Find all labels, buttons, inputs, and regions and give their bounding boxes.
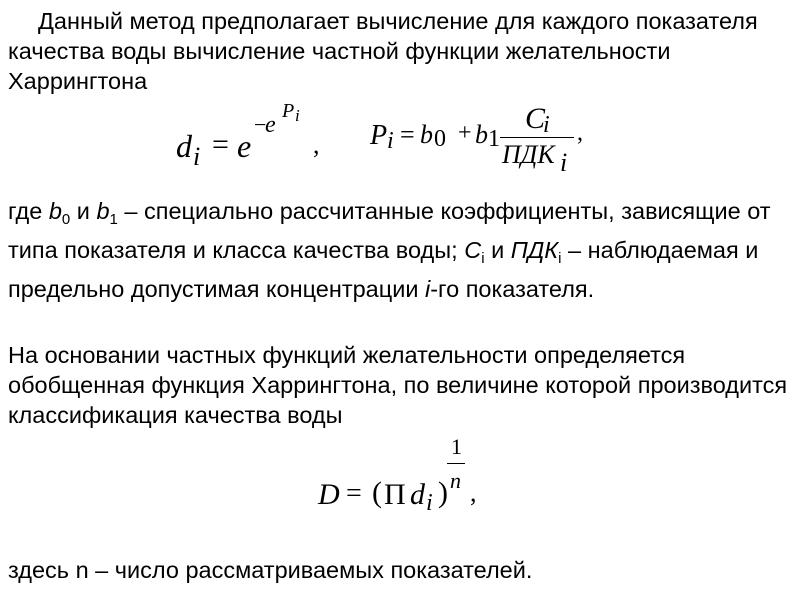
- intro-paragraph: Данный метод предполагает вычисление для каждого показателя качества воды вычисление частной функции желательности Харрингтона: [8, 8, 758, 94]
- formula3-lparen: (: [372, 476, 382, 509]
- formula2-numerator-sub: i: [543, 112, 550, 138]
- where-c-sub: i: [481, 250, 485, 267]
- formula1-minus: −: [254, 112, 267, 137]
- formula2-b1: b: [475, 120, 488, 149]
- formula3-exp-bar: [447, 463, 465, 464]
- where-text-5: – наблюдаемая и предельно допустимая концентрации: [8, 237, 759, 302]
- basis-paragraph: На основании частных функций желательности определяется обобщенная функция Харрингтона, по величине которой производится классификация качества воды: [8, 342, 788, 428]
- where-b0: b: [48, 198, 62, 224]
- here-paragraph: здесь n – число рассматриваемых показателей.: [8, 557, 533, 583]
- formula2-p: P: [370, 120, 388, 151]
- formula3-prod: Π: [384, 478, 406, 511]
- formula2-denominator-sub: i: [560, 148, 568, 177]
- where-text-6: -го показателя.: [430, 276, 595, 302]
- formula2-numerator: C: [525, 102, 546, 135]
- formula1-e: e: [237, 128, 252, 164]
- formula1-d-sub: i: [193, 142, 201, 171]
- where-i: i: [424, 276, 431, 302]
- where-b1-sub: 1: [109, 211, 118, 228]
- where-text-1: где: [8, 198, 49, 224]
- formula3-d: d: [410, 478, 425, 511]
- where-text-2: и: [70, 198, 97, 224]
- formula2-b0-sub: 0: [434, 126, 446, 152]
- formula1-eq: =: [212, 128, 229, 161]
- formula-generalized: [0, 432, 800, 522]
- where-c: C: [464, 237, 482, 263]
- where-text-3: – специально рассчитанные коэффициенты, зависящие от типа показателя и класса качества воды;: [8, 198, 771, 263]
- where-b0-sub: 0: [61, 211, 71, 228]
- formula2-p-sub: i: [387, 128, 394, 154]
- formula3-rparen: ): [438, 476, 448, 509]
- formula3-exp-den: n: [450, 468, 461, 493]
- formula-p: [0, 100, 800, 180]
- formula3-D: D: [318, 478, 340, 511]
- where-pdk-sub: i: [558, 250, 562, 267]
- where-b1: b: [96, 198, 110, 224]
- where-paragraph: [8, 196, 792, 304]
- formula3-comma: ,: [470, 478, 477, 507]
- formula2-plus: +: [458, 120, 472, 146]
- formula2-eq: =: [400, 120, 415, 149]
- formula2-b0: b: [420, 120, 433, 149]
- formula2-comma: ,: [577, 120, 583, 146]
- where-pdk: ПДК: [510, 237, 559, 263]
- formula1-d: d: [176, 128, 192, 164]
- formula2-denominator: ПДК: [502, 140, 555, 169]
- formula2-b1-sub: 1: [488, 126, 500, 152]
- formula3-eq: =: [346, 478, 362, 509]
- formula1-comma: ,: [313, 130, 320, 159]
- formula1-e2: e: [265, 112, 276, 138]
- formula3-exp-num: 1: [451, 434, 462, 459]
- formula1-p: P: [282, 100, 295, 122]
- where-text-4: и: [484, 237, 511, 263]
- formula3-d-sub: i: [426, 490, 433, 516]
- formula2-fraction-bar: [500, 137, 574, 138]
- formula1-p-sub: i: [295, 106, 300, 125]
